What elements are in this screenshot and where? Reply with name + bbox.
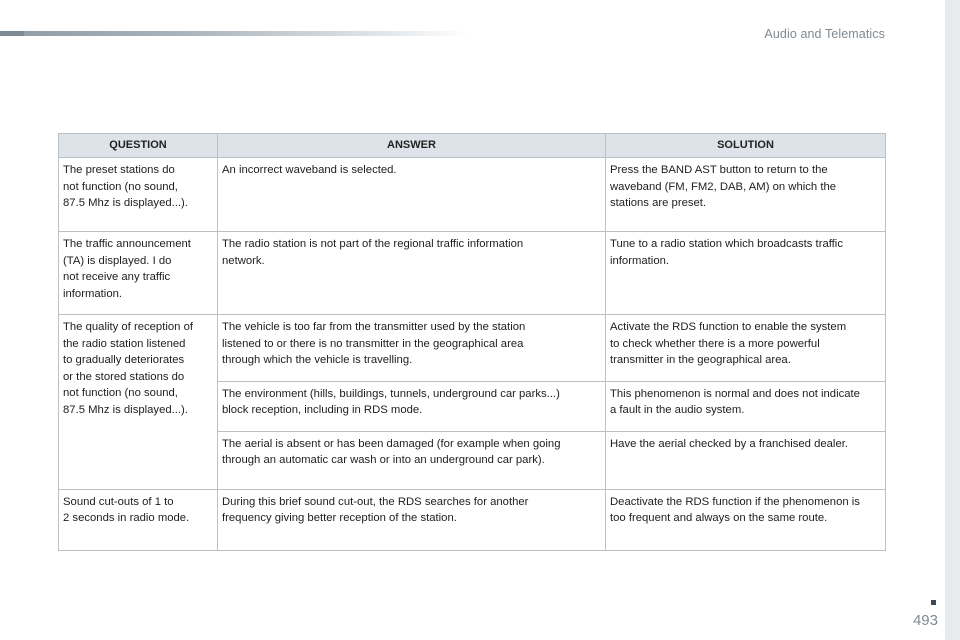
answer-text: The environment (hills, buildings, tunnels, underground car parks...) block reception, including in RDS mode. [222,387,560,416]
question-cell [59,232,218,315]
answer-cell [218,315,606,382]
solution-text: This phenomenon is normal and does not indicate a fault in the audio system. [610,387,860,416]
question-text: The traffic announcement (TA) is displayed. I do not receive any traffic information. [63,238,191,300]
page-edge-strip [945,0,960,640]
question-cell [59,489,218,550]
header-solution: SOLUTION [606,134,886,158]
answer-cell [218,489,606,550]
answer-cell [218,232,606,315]
answer-text: The vehicle is too far from the transmitter used by the station listened to or there is no transmitter in the geographical area through which the vehicle is travelling. [222,321,526,366]
page-marker [931,600,936,605]
section-title: Audio and Telematics [764,27,885,41]
header-rule-accent [0,31,24,36]
solution-text: Deactivate the RDS function if the phenomenon is too frequent and always on the same route. [610,495,860,524]
table-row [59,232,886,315]
solution-text: Activate the RDS function to enable the system to check whether there is a more powerful transmitter in the geographical area. [610,321,847,366]
solution-cell [606,158,886,232]
answer-cell [218,381,606,431]
solution-cell [606,431,886,489]
answer-cell [218,158,606,232]
solution-text: Press the BAND AST button to return to the waveband (FM, FM2, DAB, AM) on which the stations are preset. [610,164,837,209]
table-header-row [59,134,886,158]
answer-text: The aerial is absent or has been damaged (for example when going through an automatic car wash or into an underground car park). [222,437,561,466]
page-number: 493 [912,612,938,629]
question-cell [59,158,218,232]
answer-text: During this brief sound cut-out, the RDS searches for another frequency giving better reception of the station. [222,495,529,524]
question-text: Sound cut-outs of 1 to 2 seconds in radio mode. [63,495,190,524]
table-row [59,489,886,550]
header-question: QUESTION [59,134,218,158]
solution-cell [606,489,886,550]
question-text: The preset stations do not function (no sound, 87.5 Mhz is displayed...). [63,164,188,209]
header-answer: ANSWER [218,134,606,158]
answer-text: An incorrect waveband is selected. [222,164,397,176]
answer-text: The radio station is not part of the regional traffic information network. [222,238,524,267]
answer-cell [218,431,606,489]
header-rule [0,31,470,36]
solution-cell [606,381,886,431]
question-text: The quality of reception of the radio station listened to gradually deteriorates or the stored stations do not function (no sound, 87.5 Mhz is displayed...). [63,321,193,416]
table-row [59,315,886,382]
solution-cell [606,232,886,315]
solution-text: Tune to a radio station which broadcasts traffic information. [610,238,843,267]
solution-cell [606,315,886,382]
question-cell [59,315,218,490]
solution-text: Have the aerial checked by a franchised dealer. [610,437,849,450]
table-row [59,158,886,232]
faq-table [58,133,886,551]
